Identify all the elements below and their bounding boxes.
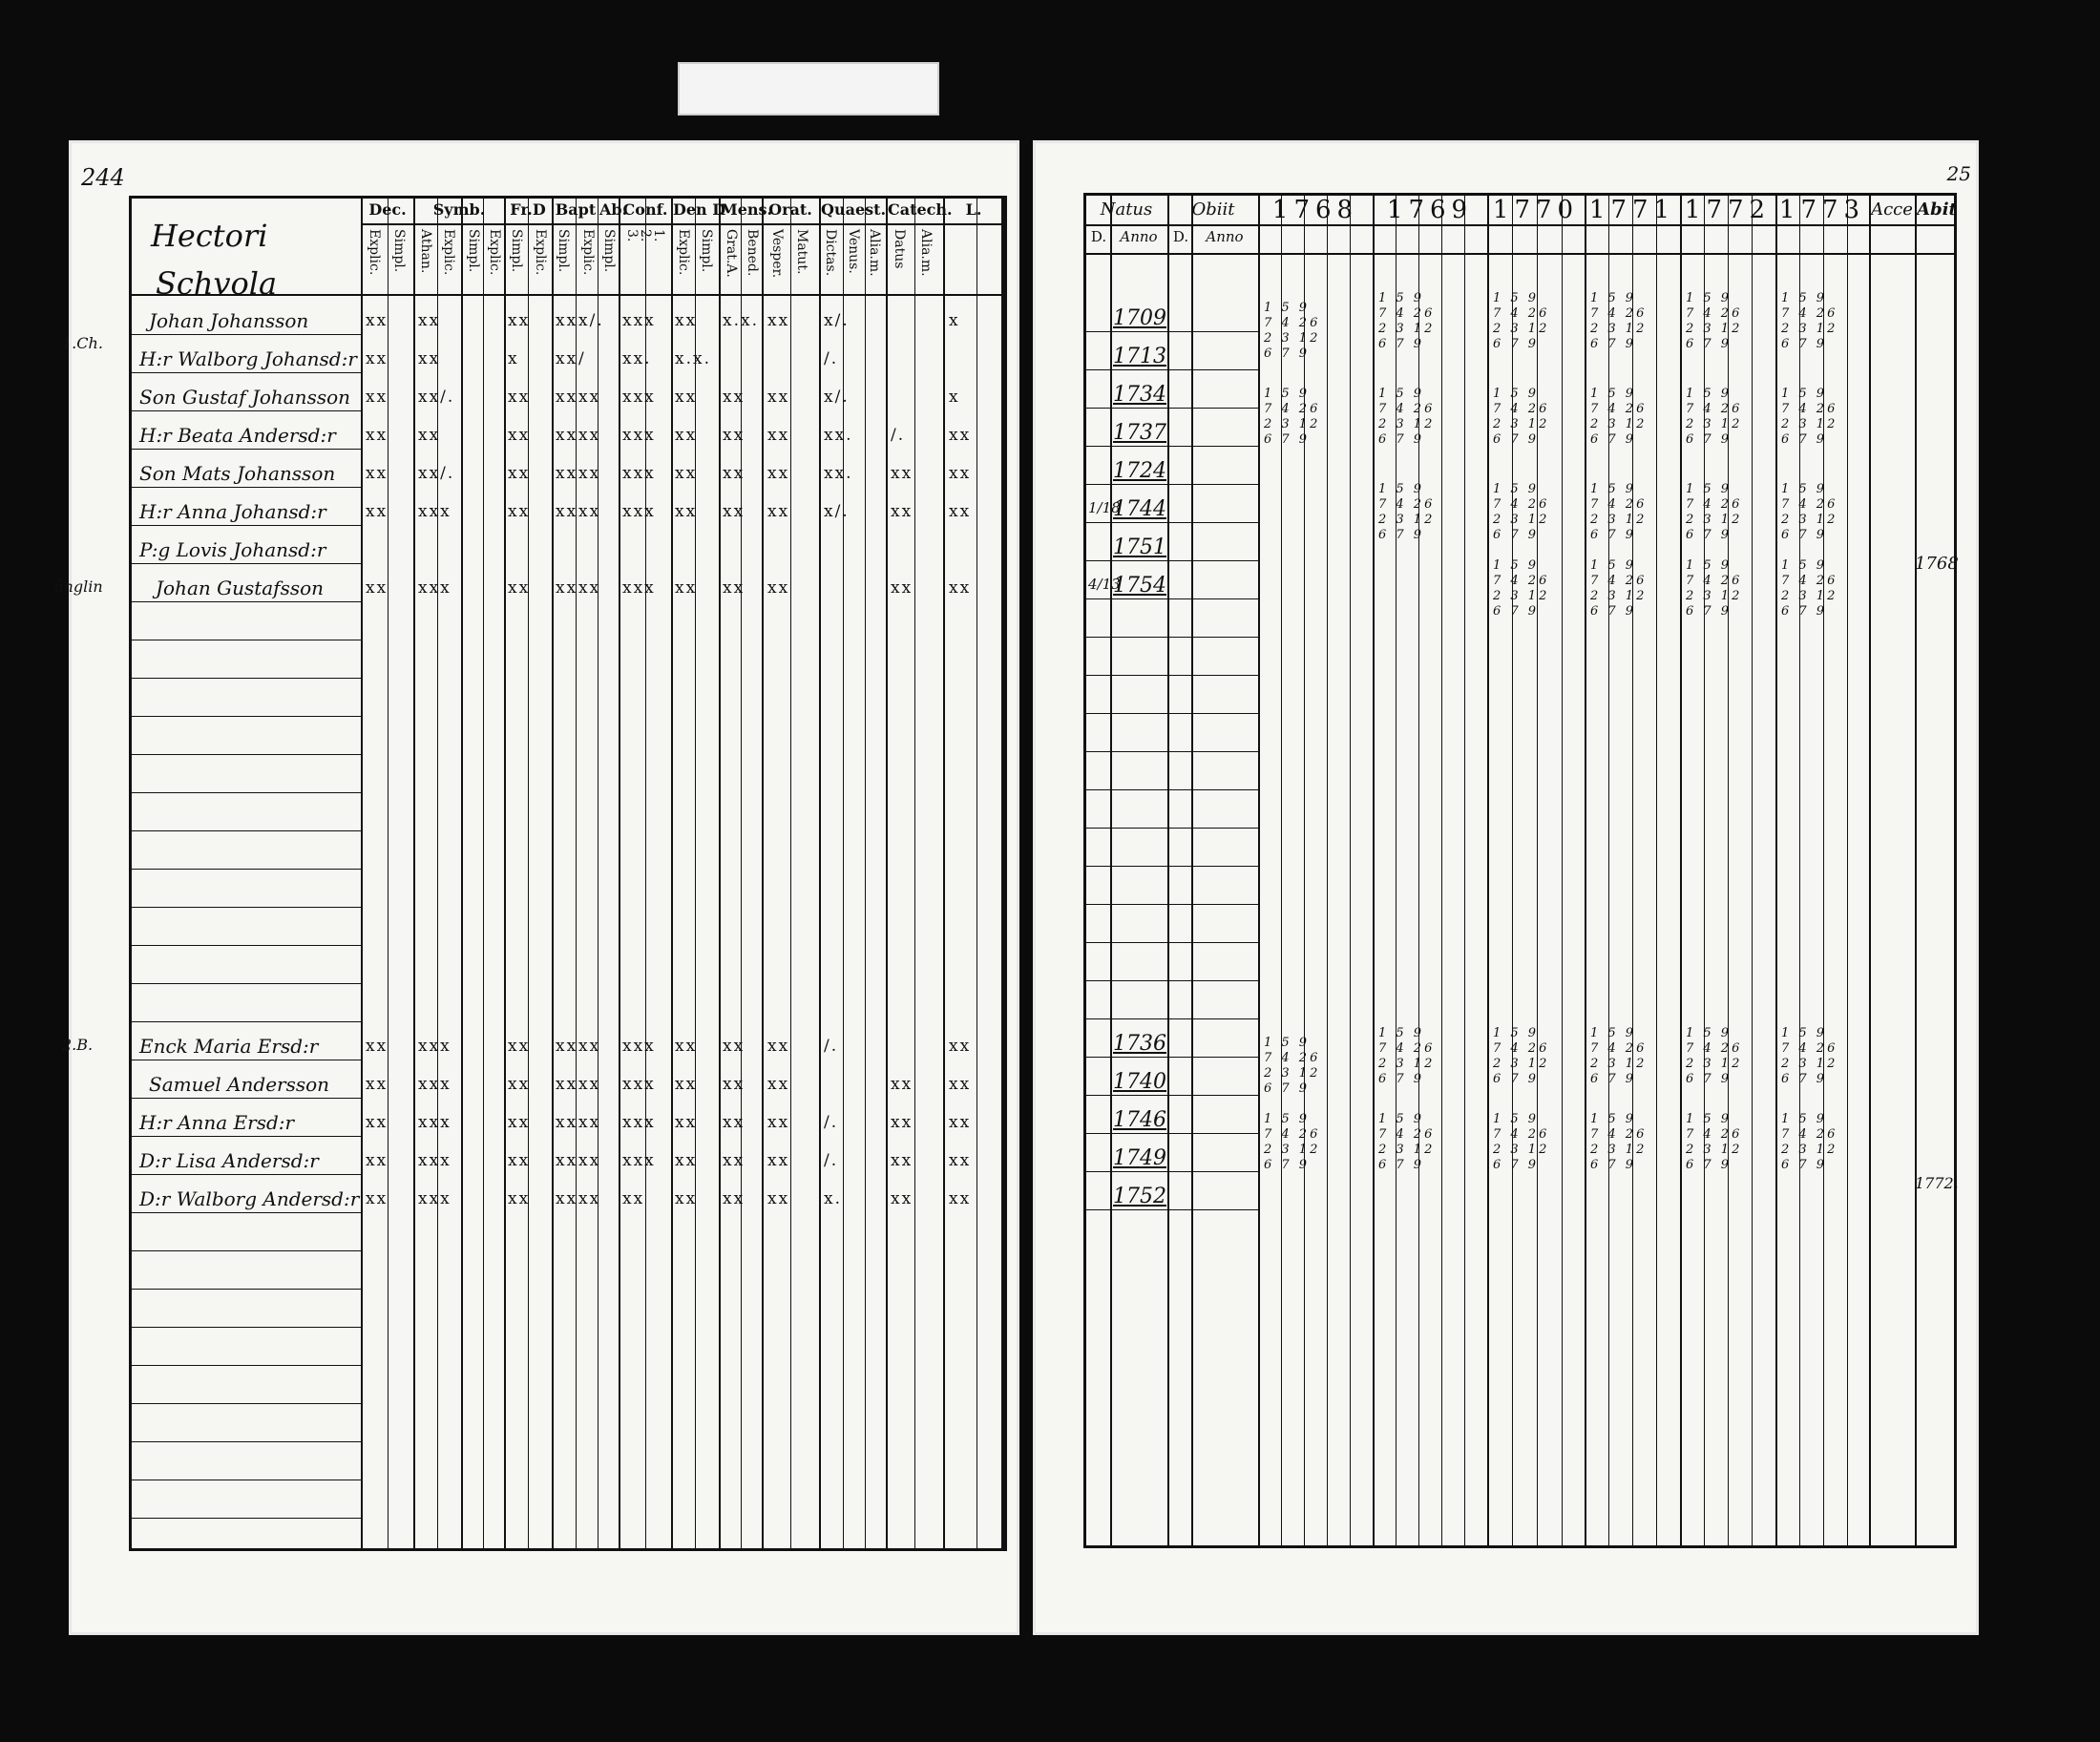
handwritten-entry: 1 5 9 7 4 26 2 3 12 6 7 9 (1781, 387, 1838, 447)
handwritten-entry: 1 5 9 7 4 26 2 3 12 6 7 9 (1590, 558, 1648, 619)
handwritten-entry: 1 5 9 7 4 26 2 3 12 6 7 9 (1686, 387, 1743, 447)
mark-cell: xx (578, 426, 601, 445)
header-year: 1769 (1386, 196, 1474, 224)
mark-cell: xx (578, 1113, 601, 1132)
handwritten-entry: 1 5 9 7 4 26 2 3 12 6 7 9 (1378, 1026, 1436, 1086)
sub-natus-anno: Anno (1120, 228, 1158, 245)
mark-cell: xxx (622, 311, 656, 330)
header-natus: Natus (1100, 199, 1153, 220)
mark-cell: xx (556, 349, 578, 368)
name-row: H:r Beata Andersd:r (139, 424, 336, 447)
mark-cell: xx (891, 1151, 914, 1170)
mark-cell: xxx (622, 388, 656, 407)
col-bapt: Bapt (555, 200, 597, 219)
sub-symb-simpl: Simpl. (466, 229, 481, 273)
mark-cell: xx (556, 464, 578, 483)
mark-cell: xx (508, 502, 531, 521)
sub-catech-alia: Alia.m. (918, 229, 934, 277)
handwritten-entry: 1 5 9 7 4 26 2 3 12 6 7 9 (1264, 1036, 1321, 1096)
mark-cell: xx (675, 388, 698, 407)
birth-year: 1749 (1113, 1146, 1166, 1170)
birth-day-note: 4/13 (1088, 576, 1121, 593)
mark-cell: xx (675, 502, 698, 521)
mark-cell: x/. (578, 311, 604, 330)
mark-cell: xx (767, 578, 790, 598)
handwritten-entry: 1 5 9 7 4 26 2 3 12 6 7 9 (1781, 558, 1838, 619)
handwritten-entry: 1 5 9 7 4 26 2 3 12 6 7 9 (1686, 1026, 1743, 1086)
col-catech: Catech. (888, 200, 953, 219)
mark-cell: xx (508, 578, 531, 598)
mark-cell: xx (622, 1189, 645, 1208)
mark-cell: x (508, 349, 519, 368)
mark-cell: xx (723, 578, 746, 598)
margin-note: ånglin (54, 577, 103, 596)
birth-year: 1744 (1113, 497, 1166, 521)
mark-cell: xx (508, 1189, 531, 1208)
mark-cell: xx (675, 578, 698, 598)
sub-ab-simpl: Simpl. (601, 229, 617, 273)
catechism-table (129, 196, 1007, 1551)
right-register-page (1036, 143, 1976, 1632)
mark-cell: xx (556, 502, 578, 521)
handwritten-entry: 1 5 9 7 4 26 2 3 12 6 7 9 (1264, 387, 1321, 447)
handwritten-entry: 1 5 9 7 4 26 2 3 12 6 7 9 (1493, 558, 1550, 619)
header-year: 1770 (1492, 196, 1580, 224)
mark-cell: xx (949, 1189, 972, 1208)
mark-cell: xxx (622, 578, 656, 598)
mark-cell: xx (578, 502, 601, 521)
name-row: H:r Anna Ersd:r (139, 1111, 295, 1134)
sub-bapt-explic: Explic. (533, 229, 548, 276)
name-row: H:r Walborg Johansd:r (139, 347, 357, 370)
mark-cell: xx (723, 464, 746, 483)
sub-natus-d: D. (1090, 228, 1107, 245)
mark-cell: xx (949, 1113, 972, 1132)
handwritten-entry: 1 5 9 7 4 26 2 3 12 6 7 9 (1590, 482, 1648, 542)
sub-bapt-simpl: Simpl. (556, 229, 571, 273)
handwritten-entry: 1 5 9 7 4 26 2 3 12 6 7 9 (1781, 482, 1838, 542)
handwritten-entry: 1 5 9 7 4 26 2 3 12 6 7 9 (1378, 291, 1436, 351)
sub-catech-datus: Datus (892, 229, 907, 269)
birth-year: 1724 (1113, 459, 1166, 483)
mark-cell: xx (949, 464, 972, 483)
mark-cell: xx (949, 502, 972, 521)
sub-symb-athan: Athan. (418, 229, 433, 274)
col-conf: Conf. (622, 200, 668, 219)
mark-cell: xx (949, 1151, 972, 1170)
mark-cell: xx (767, 426, 790, 445)
left-register-page (54, 143, 1017, 1632)
mark-cell: x. (824, 1189, 842, 1208)
mark-cell: xxx (418, 1189, 452, 1208)
abiit-note: 1768 (1915, 554, 1959, 574)
mark-cell: xx (949, 1037, 972, 1056)
sub-obiit-d: D. (1172, 228, 1189, 245)
mark-cell: xx (675, 1151, 698, 1170)
handwritten-entry: 1 5 9 7 4 26 2 3 12 6 7 9 (1493, 291, 1550, 351)
mark-cell: xxx (622, 502, 656, 521)
name-row: Son Mats Johansson (139, 462, 336, 485)
mark-cell: xx (508, 426, 531, 445)
col-ab: Ab. (599, 200, 628, 219)
mark-cell: xxx (418, 502, 452, 521)
col-quaest: Quaest. (821, 200, 887, 219)
mark-cell: xx (578, 464, 601, 483)
birth-day-note: 1/18 (1088, 499, 1121, 516)
mark-cell: xx (675, 311, 698, 330)
col-orat: Orat. (768, 200, 812, 219)
birth-year: 1752 (1113, 1185, 1166, 1208)
sub-quaest-venus: Venus. (846, 229, 861, 274)
birth-year: 1746 (1113, 1108, 1166, 1132)
header-accessit: Acce (1871, 199, 1913, 220)
mark-cell: xx (767, 388, 790, 407)
mark-cell: /. (824, 349, 839, 368)
handwritten-entry: 1 5 9 7 4 26 2 3 12 6 7 9 (1378, 1112, 1436, 1172)
mark-cell: xx (767, 1151, 790, 1170)
mark-cell: xx (891, 1189, 914, 1208)
sub-conf-2: 2. (638, 229, 653, 242)
handwritten-entry: 1 5 9 7 4 26 2 3 12 6 7 9 (1686, 558, 1743, 619)
mark-cell: xx (366, 464, 388, 483)
sub-dec-explic: Explic. (367, 229, 382, 276)
mark-cell: /. (824, 1037, 839, 1056)
mark-cell: xxx (622, 1113, 656, 1132)
sub-conf-1: 1. (651, 229, 666, 242)
handwritten-entry: 1 5 9 7 4 26 2 3 12 6 7 9 (1264, 301, 1321, 361)
mark-cell: xx (723, 502, 746, 521)
name-row: D:r Walborg Andersd:r (139, 1187, 360, 1210)
mark-cell: xx (556, 1113, 578, 1132)
sub-conf-3: 3. (624, 229, 640, 242)
sub-obiit-anno: Anno (1206, 228, 1244, 245)
mark-cell: xx (556, 1189, 578, 1208)
mark-cell: xxx (418, 1037, 452, 1056)
handwritten-entry: 1 5 9 7 4 26 2 3 12 6 7 9 (1493, 482, 1550, 542)
mark-cell: xx (508, 1037, 531, 1056)
mark-cell: xx (578, 1189, 601, 1208)
mark-cell: xx (767, 1075, 790, 1094)
mark-cell: xx (949, 578, 972, 598)
mark-cell: xx (723, 1075, 746, 1094)
mark-cell: xx (556, 388, 578, 407)
mark-cell: xx (366, 1037, 388, 1056)
sub-den-explic: Explic. (676, 229, 691, 276)
margin-note: 2.B. (62, 1036, 94, 1054)
mark-cell: /. (824, 1151, 839, 1170)
mark-cell: xx. (824, 464, 853, 483)
mark-cell: xx (556, 311, 578, 330)
mark-cell: xx (508, 1113, 531, 1132)
mark-cell: xx (767, 311, 790, 330)
sub-quaest-alia: Alia.m. (867, 229, 882, 277)
mark-cell: xx (891, 1075, 914, 1094)
handwritten-entry: 1 5 9 7 4 26 2 3 12 6 7 9 (1378, 482, 1436, 542)
mark-cell: x.x. (723, 311, 759, 330)
mark-cell: xx (508, 1151, 531, 1170)
title-line-1: Hectori (151, 218, 268, 254)
mark-cell: xxx (622, 1037, 656, 1056)
mark-cell: xx (366, 1075, 388, 1094)
mark-cell: xx/. (418, 388, 455, 407)
mark-cell: xx (675, 1113, 698, 1132)
mark-cell: xxx (418, 1113, 452, 1132)
mark-cell: xx (366, 1151, 388, 1170)
mark-cell: xx (675, 1189, 698, 1208)
header-year: 1768 (1271, 196, 1359, 224)
col-dec: Dec. (368, 200, 407, 219)
col-frd: Fr.D (510, 200, 546, 219)
sub-symb-explic: Explic. (441, 229, 456, 276)
mark-cell: xxx (622, 464, 656, 483)
abiit-note: 1772. (1915, 1174, 1959, 1192)
mark-cell: xx (578, 1037, 601, 1056)
sub-den-simpl: Simpl. (699, 229, 714, 273)
mark-cell: xx (891, 464, 914, 483)
mark-cell: x.x. (675, 349, 711, 368)
sub-frd-explic: Explic. (487, 229, 502, 276)
name-row: H:r Anna Johansd:r (139, 500, 326, 523)
handwritten-entry: 1 5 9 7 4 26 2 3 12 6 7 9 (1590, 1026, 1648, 1086)
yearly-table (1083, 193, 1957, 1548)
header-year: 1772 (1684, 196, 1772, 224)
mark-cell: xx (556, 1037, 578, 1056)
name-row: Son Gustaf Johansson (139, 386, 351, 409)
page-number-right: 25 (1946, 162, 1971, 185)
sub-orat-matut: Matut. (794, 229, 809, 275)
mark-cell: xx (578, 1075, 601, 1094)
mark-cell: x/. (824, 502, 850, 521)
handwritten-entry: 1 5 9 7 4 26 2 3 12 6 7 9 (1686, 1112, 1743, 1172)
mark-cell: xx (366, 578, 388, 598)
mark-cell: xx (891, 1113, 914, 1132)
mark-cell: xx (767, 1113, 790, 1132)
birth-year: 1736 (1113, 1032, 1166, 1056)
mark-cell: / (578, 349, 586, 368)
col-symb: Symb. (432, 200, 486, 219)
handwritten-entry: 1 5 9 7 4 26 2 3 12 6 7 9 (1378, 387, 1436, 447)
name-row: Enck Maria Ersd:r (139, 1035, 319, 1058)
mark-cell: xxx (418, 1151, 452, 1170)
header-year: 1771 (1588, 196, 1676, 224)
mark-cell: x (949, 388, 960, 407)
birth-year: 1740 (1113, 1070, 1166, 1094)
mark-cell: x/. (824, 311, 850, 330)
mark-cell: xx (723, 1113, 746, 1132)
mark-cell: xx (675, 1075, 698, 1094)
handwritten-entry: 1 5 9 7 4 26 2 3 12 6 7 9 (1493, 1112, 1550, 1172)
handwritten-entry: 1 5 9 7 4 26 2 3 12 6 7 9 (1686, 482, 1743, 542)
mark-cell: xx (949, 426, 972, 445)
name-row: Johan Johansson (149, 309, 309, 332)
sub-mens-bened: Bened. (745, 229, 760, 277)
sub-orat-vesper: Vesper. (769, 229, 785, 279)
birth-year: 1751 (1113, 535, 1166, 559)
mark-cell: xx (675, 464, 698, 483)
mark-cell: xxx (418, 1075, 452, 1094)
mark-cell: xx (366, 388, 388, 407)
mark-cell: xx (556, 578, 578, 598)
mark-cell: xx. (622, 349, 652, 368)
mark-cell: xx (891, 502, 914, 521)
mark-cell: xxx (622, 1075, 656, 1094)
mark-cell: /. (891, 426, 906, 445)
mark-cell: xx (949, 1075, 972, 1094)
mark-cell: xx (556, 1075, 578, 1094)
mark-cell: /. (824, 1113, 839, 1132)
mark-cell: xx (767, 1189, 790, 1208)
mark-cell: xxx (418, 578, 452, 598)
handwritten-entry: 1 5 9 7 4 26 2 3 12 6 7 9 (1781, 1026, 1838, 1086)
header-abiit: Abit (1917, 199, 1957, 220)
name-row: D:r Lisa Andersd:r (139, 1149, 319, 1172)
handwritten-entry: 1 5 9 7 4 26 2 3 12 6 7 9 (1590, 291, 1648, 351)
sub-dec-simpl: Simpl. (391, 229, 407, 273)
name-row: Johan Gustafsson (156, 577, 325, 599)
sub-quaest-dictas: Dictas. (823, 229, 838, 277)
title-line-2: Schvola (156, 265, 278, 302)
handwritten-entry: 1 5 9 7 4 26 2 3 12 6 7 9 (1493, 1026, 1550, 1086)
mark-cell: xx (418, 349, 441, 368)
mark-cell: xx (578, 388, 601, 407)
mark-cell: xx (723, 426, 746, 445)
mark-cell: xx (723, 1151, 746, 1170)
mark-cell: xx (508, 388, 531, 407)
header-obiit: Obiit (1191, 199, 1235, 220)
handwritten-entry: 1 5 9 7 4 26 2 3 12 6 7 9 (1590, 387, 1648, 447)
mark-cell: x/. (824, 388, 850, 407)
handwritten-entry: 1 5 9 7 4 26 2 3 12 6 7 9 (1264, 1112, 1321, 1172)
mark-cell: xxx (622, 426, 656, 445)
name-row: Samuel Andersson (149, 1073, 330, 1096)
handwritten-entry: 1 5 9 7 4 26 2 3 12 6 7 9 (1686, 291, 1743, 351)
header-year: 1773 (1778, 196, 1866, 224)
mark-cell: xx (366, 349, 388, 368)
mark-cell: xx (366, 1189, 388, 1208)
mark-cell: xx. (824, 426, 853, 445)
mark-cell: xx (366, 311, 388, 330)
sub-ab-explic: Explic. (580, 229, 596, 276)
mark-cell: xx (767, 464, 790, 483)
page-number: 244 (81, 164, 125, 191)
birth-year: 1754 (1113, 574, 1166, 598)
mark-cell: xx (675, 1037, 698, 1056)
mark-cell: xx (418, 426, 441, 445)
mark-cell: xx (723, 1037, 746, 1056)
mark-cell: xx (578, 578, 601, 598)
mark-cell: xx (366, 502, 388, 521)
mark-cell: xx (723, 388, 746, 407)
mark-cell: xx/. (418, 464, 455, 483)
mark-cell: xx (508, 311, 531, 330)
paper-tab (678, 62, 939, 115)
birth-year: 1709 (1113, 306, 1166, 330)
col-l: L. (965, 200, 982, 219)
mark-cell: xx (366, 426, 388, 445)
mark-cell: xx (366, 1113, 388, 1132)
mark-cell: xx (418, 311, 441, 330)
mark-cell: xx (891, 578, 914, 598)
mark-cell: xx (578, 1151, 601, 1170)
col-mens: Mens. (721, 200, 773, 219)
mark-cell: xx (723, 1189, 746, 1208)
birth-year: 1713 (1113, 345, 1166, 368)
name-row: P:g Lovis Johansd:r (139, 538, 326, 561)
col-den: Den D (673, 200, 726, 219)
handwritten-entry: 1 5 9 7 4 26 2 3 12 6 7 9 (1590, 1112, 1648, 1172)
mark-cell: xx (508, 1075, 531, 1094)
margin-note: 1.Ch. (62, 334, 103, 352)
mark-cell: xx (675, 426, 698, 445)
handwritten-entry: 1 5 9 7 4 26 2 3 12 6 7 9 (1781, 291, 1838, 351)
sub-frd-simpl: Simpl. (509, 229, 524, 273)
birth-year: 1737 (1113, 421, 1166, 445)
handwritten-entry: 1 5 9 7 4 26 2 3 12 6 7 9 (1493, 387, 1550, 447)
mark-cell: xx (767, 1037, 790, 1056)
handwritten-entry: 1 5 9 7 4 26 2 3 12 6 7 9 (1781, 1112, 1838, 1172)
birth-year: 1734 (1113, 383, 1166, 407)
mark-cell: xx (556, 1151, 578, 1170)
sub-mens-grat: Grat.A. (724, 229, 739, 278)
mark-cell: x (949, 311, 960, 330)
mark-cell: xx (767, 502, 790, 521)
mark-cell: xx (556, 426, 578, 445)
mark-cell: xxx (622, 1151, 656, 1170)
mark-cell: xx (508, 464, 531, 483)
